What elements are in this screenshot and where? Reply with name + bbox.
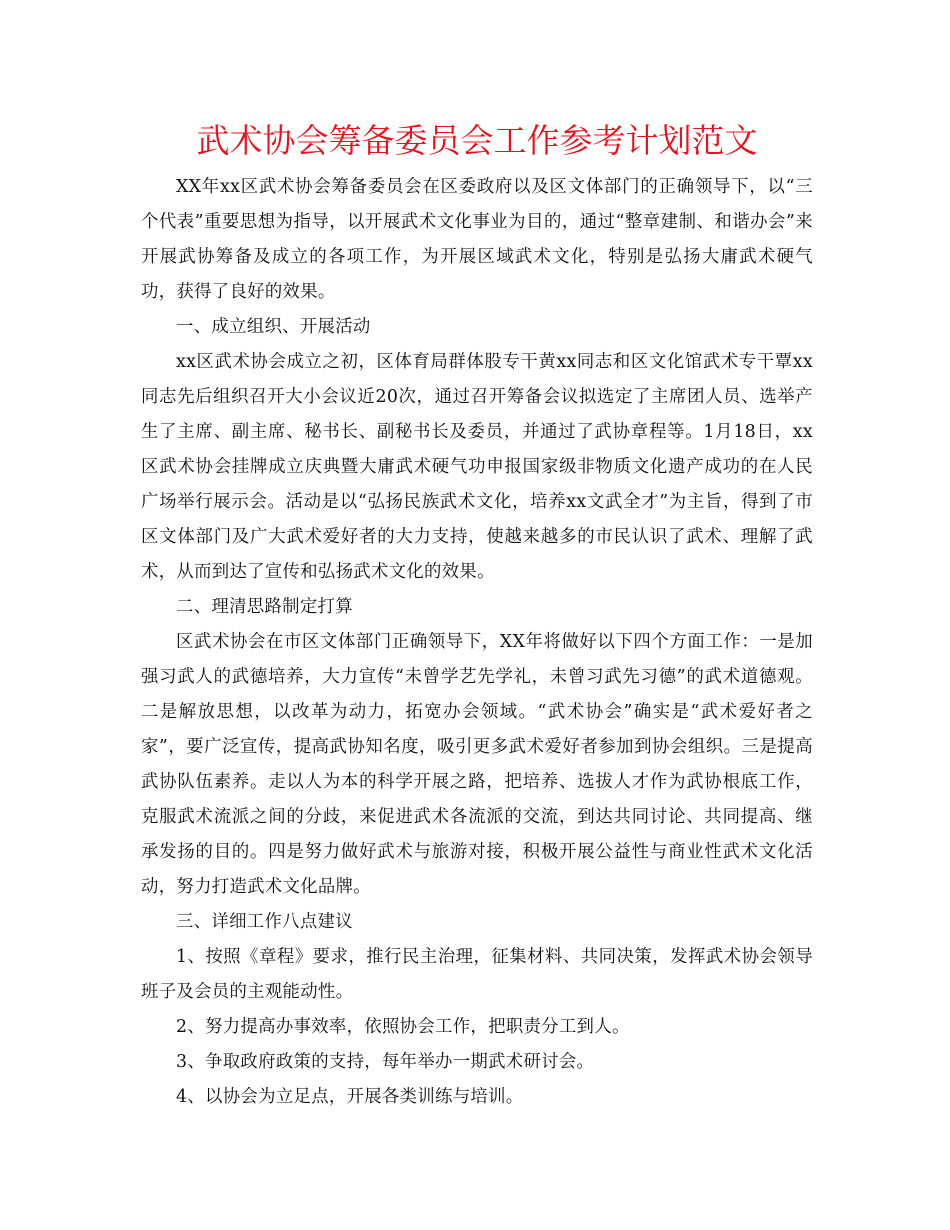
document-title: 武术协会筹备委员会工作参考计划范文 bbox=[196, 121, 758, 160]
section-heading-3: 三、详细工作八点建议 bbox=[176, 912, 353, 932]
section-heading-2: 二、理清思路制定打算 bbox=[176, 597, 353, 617]
intro-paragraph: XX年xx区武术协会筹备委员会在区委政府以及区文体部门的正确领导下，以“三个代表”重要思想为指导，以开展武术文化事业为目的，通过“整章建制、和谐办会”来开展武协筹备及成立的各项工作，为开展区域武术文化，特别是弘扬大庸武术硬气功，获得了良好的效果。 bbox=[141, 177, 813, 302]
section-2-paragraph: 区武术协会在市区文体部门正确领导下，XX年将做好以下四个方面工作：一是加强习武人的武德培养，大力宣传“未曾学艺先学礼，未曾习武先习德”的武术道德观。二是解放思想，以改革为动力，拓宽办会领域。“武术协会”确实是“武术爱好者之家”，要广泛宣传，提高武协知名度，吸引更多武术爱好者参加到协会组织。三是提高武协队伍素养。走以人为本的科学开展之路，把培养、选拔人才作为武协根底工作，克服武术流派之间的分歧，来促进武术各流派的交流，到达共同讨论、共同提高、继承发扬的目的。四是努力做好武术与旅游对接，积极开展公益性与商业性武术文化活动，努力打造武术文化品牌。 bbox=[141, 632, 813, 897]
suggestion-item-2: 2、努力提高办事效率，依照协会工作，把职责分工到人。 bbox=[176, 1017, 630, 1037]
suggestion-item-3: 3、争取政府政策的支持，每年举办一期武术研讨会。 bbox=[176, 1052, 595, 1072]
document-page bbox=[141, 118, 813, 1115]
suggestion-item-1: 1、按照《章程》要求，推行民主治理，征集材料、共同决策，发挥武术协会领导班子及会员的主观能动性。 bbox=[141, 947, 813, 1002]
section-heading-1: 一、成立组织、开展活动 bbox=[176, 317, 371, 337]
suggestion-item-4: 4、以协会为立足点，开展各类训练与培训。 bbox=[176, 1087, 524, 1107]
section-1-paragraph: xx区武术协会成立之初，区体育局群体股专干黄xx同志和区文化馆武术专干覃xx同志先后组织召开大小会议近20次，通过召开筹备会议拟选定了主席团人员、选举产生了主席、副主席、秘书长、副秘书长及委员，并通过了武协章程等。1月18日，xx区武术协会挂牌成立庆典暨大庸武术硬气功申报国家级非物质文化遗产成功的在人民广场举行展示会。活动是以“弘扬民族武术文化，培养xx文武全才”为主旨，得到了市区文体部门及广大武术爱好者的大力支持，使越来越多的市民认识了武术、理解了武术，从而到达了宣传和弘扬武术文化的效果。 bbox=[141, 352, 813, 582]
